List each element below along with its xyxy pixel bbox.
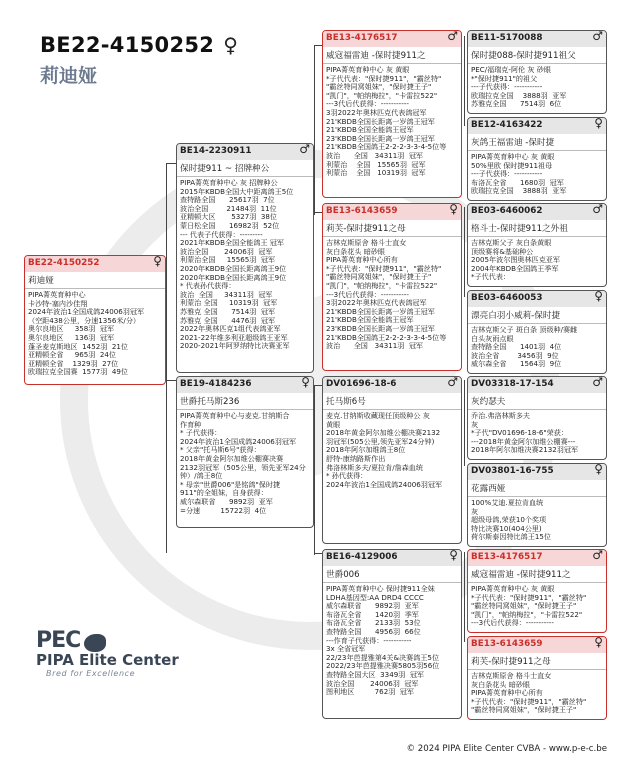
ring-number: BE13-4176517 bbox=[471, 552, 543, 562]
pigeon-details: 100%艾迪.夏拉肯血统 灰 超级母鸽,荣获10个奖项 特比决赛10(404公里) 荷尔斯泰因特比鸽王15位 bbox=[471, 498, 551, 542]
ring-number: BE19-4184236 bbox=[180, 379, 252, 389]
pigeon-details: 吉林克斯原舍 格斗士直女 灰白条花头 暗砂眼 PIPA菁英育种中心所有 *子代代表："保时捷911"，"霸丝特" "霸丝特同窝姐妹"，"保时捷王子" bbox=[471, 671, 587, 715]
pigeon-name: 世爵006 bbox=[323, 566, 461, 583]
pigeon-card-sire[interactable] bbox=[176, 143, 314, 373]
ring-number: BE14-2230911 bbox=[180, 146, 252, 156]
connector bbox=[314, 212, 322, 213]
female-icon: ♀ bbox=[594, 636, 603, 649]
pigeon-card-ggdam-1[interactable] bbox=[467, 117, 607, 201]
connector bbox=[166, 380, 176, 381]
female-icon: ♀ bbox=[594, 290, 603, 303]
pigeon-name: 莉迪娅 bbox=[25, 272, 165, 289]
ring-number: BE16-4129006 bbox=[326, 552, 398, 562]
pigeon-card-ggdam-2[interactable] bbox=[467, 290, 607, 374]
pigeon-card-ggdam-4[interactable] bbox=[467, 636, 607, 720]
ring-number: BE11-5170088 bbox=[471, 33, 543, 43]
pigeon-name: 保时捷911 ~ 招牌种公 bbox=[177, 160, 313, 177]
footer-copyright: © 2024 PIPA Elite Center CVBA - www.p-e-c.be bbox=[406, 744, 607, 754]
pigeon-name: 托马斯6号 bbox=[323, 393, 461, 410]
pigeon-details: 乔治.弗洛林斯多夫 灰 *子代"DV01696-18-6"荣获： ---2018年黄金阿尔加维公棚赛--- 2018年阿尔加维决赛2132羽冠军 bbox=[471, 411, 579, 455]
pigeon-details: PIPA菁英育种中心 灰 黄眼 50%里欧 保时捷911祖母 ---子代获得：----------- 布洛瓦全省 1680羽 冠军 欧瑞拉克全国 3888羽 亚军 bbox=[471, 152, 567, 196]
ring-number: DV01696-18-6 bbox=[326, 379, 397, 389]
pigeon-name: 花露西娅 bbox=[468, 480, 606, 497]
pigeon-card-grandsire-1[interactable] bbox=[322, 30, 462, 198]
ring-number: BE03-6460053 bbox=[471, 293, 543, 303]
female-icon: ♀ bbox=[301, 376, 310, 389]
pigeon-details: 麦克.甘纳斯收藏现任顶级种公 灰 黄眼 2018年黄金阿尔加维公棚决赛2132 羽冠军(505公里,领先亚军24分钟) 2018年阿尔加维鸽王8位 舒特-康纳路斯作出 弗洛林斯多夫/夏拉肯/詹森血统 * 孙代获得： 2024年波治1全国成鸽24006羽冠军 bbox=[326, 411, 443, 489]
pedigree-header bbox=[40, 33, 238, 88]
male-icon: ♂ bbox=[592, 30, 603, 43]
pec-logo bbox=[36, 628, 179, 678]
pigeon-card-subject[interactable] bbox=[24, 255, 166, 385]
connector bbox=[314, 385, 322, 386]
pigeon-details: PIPA菁英育种中心 卡沙特-塞内沙佳翔 2024年波治1全国成鸽24006羽冠军 （空距438公里，分速1356米/分） 奥尔良地区 358羽 冠军 奥尔良地区 136羽 冠军 蓬圣麦克斯地区 1452羽 21位 亚精顿全省 965羽 24位 亚精顿全省 1329羽 27位 欧瑞拉克全国赛 1577羽 49位 bbox=[28, 290, 145, 377]
pigeon-name: 保时捷088-保时捷911祖父 bbox=[468, 47, 606, 64]
female-icon: ♀ bbox=[223, 33, 238, 57]
pigeon-details: PIPA菁英育种中心与麦克.甘纳斯合 作育种 * 子代获得： 2024年波治1全国成鸽24006羽冠军 * 父亲"托马斯6号"获得： 2018年黄金阿尔加维公棚赛决赛 2132羽冠军（505公里，领先亚军24分 钟）/鸽王8位 * 母亲"世爵006"是铭鸽"保时捷 911"的全姐妹，自身获得： 威尔森联省 9892羽 亚军 =分速 15722羽 4位 bbox=[180, 411, 306, 515]
pigeon-card-granddam-2[interactable] bbox=[322, 549, 462, 719]
pigeon-details: PIPA菁英育种中心 灰 招牌种公 2015年KBDB全国大中距离鸽王5位 查特路全国 25617羽 7位 波治全国 21484羽 11位 亚精顿大区 5327羽 38位 蒙日松全国 16982羽 52位 --- 代表子代获得：--------- 2021年KBDB全国全能鸽王 冠军 波治全国 24006羽 冠军 利蒙治全国 15565羽 冠军 2020年KBDB全国长距离鸽王9位 2020年KBDB全国长距离鸽王9位 * 代表孙代获得： 波治 全国 34311羽 冠军 利蒙治 全国 10319羽 冠军 苏雅克 全国 7514羽 冠军 苏雅克 全国 4476羽 冠军 2022年奥林匹克1组代表鸽亚军 2021-22年维多利亚超级鸽王亚军 2020-2021年阿罗纳特比决赛亚军 bbox=[180, 178, 294, 351]
pigeon-name: 威寇福雷迪 -保时捷911之 bbox=[323, 47, 461, 64]
connector bbox=[314, 45, 322, 46]
pigeon-card-granddam-1[interactable] bbox=[322, 203, 462, 371]
female-icon: ♀ bbox=[594, 117, 603, 130]
pigeon-name: 漂亮白羽小威莉-保时捷 bbox=[468, 307, 606, 324]
pigeon-details: PIPA菁英育种中心 灰 黄眼 *子代代表："保时捷911"，"霸丝特" "霸丝特同窝姐妹"，"保时捷王子" "凯门"，"帕纳梅拉"，"卡雷拉522" ---3代后代获得：----------- bbox=[471, 584, 587, 628]
male-icon: ♂ bbox=[592, 203, 603, 216]
pigeon-name: 世爵托马斯236 bbox=[177, 393, 313, 410]
pigeon-name: 莉芙-保时捷911之母 bbox=[468, 653, 606, 670]
pigeon-details: PIPA菁英育种中心 保时捷911全妹 LDHA基因型:AA DRD4 CCCC 威尔森联省 9892羽 亚军 布洛瓦全省 1420羽 季军 布洛瓦全省 2133羽 53位 查特路全国 4956羽 66位 ---作育子代获得：----------- 3x 全省冠军 22/23年芭提雅第4关&决赛鸽王5位 2022/23年芭提雅决赛5805羽56位 查特路全国大区 3349羽 冠军 波治全国 24006羽 冠军 图利地区 762羽 冠军 bbox=[326, 584, 440, 697]
pigeon-name: 莉芙-保时捷911之母 bbox=[323, 220, 461, 237]
pigeon-card-grandsire-2[interactable] bbox=[322, 376, 462, 544]
male-icon: ♂ bbox=[447, 376, 458, 389]
pigeon-card-ggsire-4[interactable] bbox=[467, 549, 607, 633]
connector bbox=[314, 553, 322, 554]
connector bbox=[464, 552, 465, 642]
pigeon-name: 格斗士-保时捷911之外祖 bbox=[468, 220, 606, 237]
pigeon-card-dam[interactable] bbox=[176, 376, 314, 528]
subject-ring: BE22-4150252 bbox=[40, 33, 215, 57]
ring-number: BE03-6460062 bbox=[471, 206, 543, 216]
connector bbox=[166, 163, 167, 553]
pigeon-card-ggsire-2[interactable] bbox=[467, 203, 607, 287]
ring-number: BE12-4163422 bbox=[471, 120, 543, 130]
pigeon-card-ggsire-1[interactable] bbox=[467, 30, 607, 114]
ring-number: DV03801-16-755 bbox=[471, 466, 554, 476]
pigeon-card-ggdam-3[interactable] bbox=[467, 463, 607, 547]
pigeon-details: 吉林克斯原舍 格斗士直女 灰白条花头 暗砂眼 PIPA菁英育种中心所有 *子代代表："保时捷911"，"霸丝特" "霸丝特同窝姐妹"，"保时捷王子" "凯门"，"帕纳梅拉"，"卡雷拉522" ---3代后代获得：----------- 3羽2022年奥林匹克代表鸽冠军 21'KBDB全国长距离一岁鸽王冠军 21'KBDB全国全能鸽王冠军 23'KBDB全国长距离一岁鸽王冠军 21'KBDB全国鸽王2-2-2-3-3-4-5位等 波治 全国 34311羽 冠军 bbox=[326, 238, 447, 351]
subject-title-row bbox=[40, 33, 238, 57]
connector bbox=[464, 36, 465, 126]
connector bbox=[166, 163, 176, 164]
subject-name: 莉迪娅 bbox=[40, 65, 98, 87]
male-icon: ♂ bbox=[299, 143, 310, 156]
female-icon: ♀ bbox=[594, 463, 603, 476]
connector bbox=[464, 380, 465, 466]
male-icon: ♂ bbox=[592, 376, 603, 389]
female-icon: ♀ bbox=[449, 549, 458, 562]
ring-number: DV03318-17-154 bbox=[471, 379, 554, 389]
ring-number: BE13-4176517 bbox=[326, 33, 398, 43]
pigeon-details: 吉林克斯父子 灰白条黄眼 顶级赛将&基础种公 2005年波尔图奥林匹克亚军 2004年KBDB全国鸽王季军 *子代代表： bbox=[471, 238, 560, 282]
connector bbox=[314, 45, 315, 215]
pigeon-icon bbox=[84, 634, 106, 652]
pigeon-name: 灰约瑟夫 bbox=[468, 393, 606, 410]
connector bbox=[464, 207, 465, 297]
logo-title: PIPA Elite Center bbox=[36, 651, 179, 669]
pigeon-card-ggsire-3[interactable] bbox=[467, 376, 607, 460]
logo-mark: PEC bbox=[36, 628, 81, 653]
ring-number: BE22-4150252 bbox=[28, 258, 100, 268]
pigeon-details: PEC/福瑞克-阿伦 灰 砂眼 *"保时捷911"的祖父 ---子代获得：----------- 欧瑞拉克全国 3888羽 亚军 苏雅克全国 7514羽 6位 bbox=[471, 65, 567, 109]
pigeon-details: PIPA菁英育种中心 灰 黄眼 *子代代表："保时捷911"，"霸丝特" "霸丝特同窝姐妹"，"保时捷王子" "凯门"，"帕纳梅拉"，"卡雷拉522" ---3代后代获得：----------- 3羽2022年奥林匹克代表鸽冠军 21'KBDB全国长距离一岁鸽王冠军 21'KBDB全国全能鸽王冠军 23'KBDB全国长距离一岁鸽王冠军 21'KBDB全国鸽王2-2-2-3-3-4-5位等 波治 全国 34311羽 冠军 利蒙治 全国 15565羽 冠军 利蒙治 全国 10319羽 冠军 bbox=[326, 65, 447, 178]
female-icon: ♀ bbox=[153, 255, 162, 268]
female-icon: ♀ bbox=[449, 203, 458, 216]
logo-tagline: Bred for Excellence bbox=[46, 669, 136, 678]
pigeon-name: 威寇福雷迪 -保时捷911之 bbox=[468, 566, 606, 583]
pigeon-details: 吉林克斯父子 斑白条 顶级种/赛雌 白头灰雨点眼 查特路全国 1401羽 4位 波治全省 3456羽 9位 威尔森全省 1564羽 9位 bbox=[471, 325, 578, 369]
ring-number: BE13-6143659 bbox=[471, 639, 543, 649]
male-icon: ♂ bbox=[447, 30, 458, 43]
connector bbox=[314, 385, 315, 555]
male-icon: ♂ bbox=[592, 549, 603, 562]
ring-number: BE13-6143659 bbox=[326, 206, 398, 216]
pigeon-name: 灰鸽王福雷迪 -保时捷 bbox=[468, 134, 606, 151]
